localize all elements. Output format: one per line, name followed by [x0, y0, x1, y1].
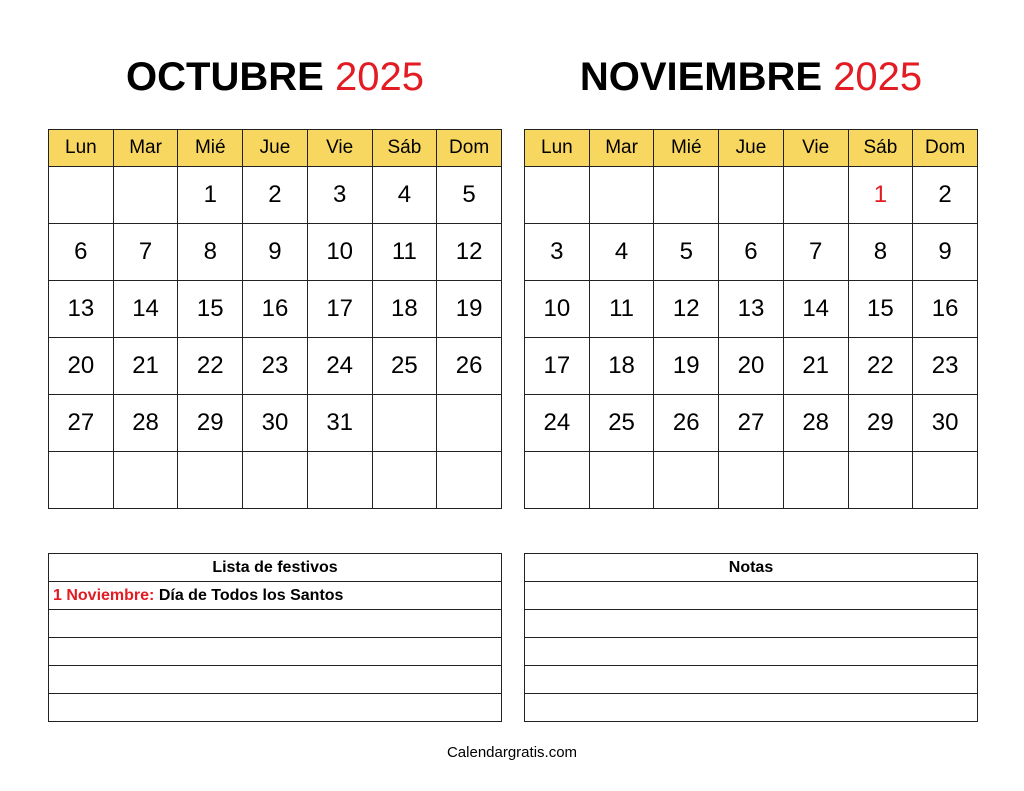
holiday-list-title: Lista de festivos — [49, 554, 502, 582]
day-cell — [913, 452, 978, 509]
day-cell — [49, 167, 114, 224]
month-name: NOVIEMBRE — [579, 55, 823, 99]
weekday-header-cell: Jue — [243, 130, 308, 167]
weekday-header-cell: Dom — [437, 130, 502, 167]
day-cell: 24 — [307, 338, 372, 395]
day-cell: 4 — [372, 167, 437, 224]
day-cell: 2 — [913, 167, 978, 224]
notes-table — [524, 553, 978, 722]
month-year: 2025 — [334, 55, 424, 99]
week-row — [49, 167, 502, 224]
day-cell: 13 — [49, 281, 114, 338]
holiday-row — [49, 582, 502, 610]
day-cell: 1 — [178, 167, 243, 224]
weekday-header-row — [525, 130, 978, 167]
day-cell: 17 — [307, 281, 372, 338]
day-cell: 14 — [113, 281, 178, 338]
notes-line-cell — [525, 666, 978, 694]
month-title-octubre — [48, 52, 502, 102]
holiday-cell — [49, 610, 502, 638]
day-cell: 26 — [437, 338, 502, 395]
day-cell: 7 — [783, 224, 848, 281]
day-cell: 23 — [243, 338, 308, 395]
calendar-grid-octubre — [48, 129, 502, 509]
holiday-name: Día de Todos los Santos — [158, 586, 344, 604]
week-row — [49, 224, 502, 281]
day-cell: 19 — [654, 338, 719, 395]
day-cell: 20 — [49, 338, 114, 395]
weekday-header-cell: Mié — [178, 130, 243, 167]
day-cell: 1 — [848, 167, 913, 224]
holiday-date: 1 Noviembre: — [53, 586, 155, 604]
day-cell — [113, 452, 178, 509]
weekday-header-cell: Mié — [654, 130, 719, 167]
day-cell: 30 — [243, 395, 308, 452]
day-cell — [848, 452, 913, 509]
weekday-header-cell: Vie — [307, 130, 372, 167]
day-cell — [372, 395, 437, 452]
day-cell: 10 — [525, 281, 590, 338]
week-row — [525, 167, 978, 224]
day-cell: 28 — [113, 395, 178, 452]
weekday-header-row — [49, 130, 502, 167]
day-cell: 21 — [783, 338, 848, 395]
day-cell: 25 — [589, 395, 654, 452]
day-cell: 11 — [372, 224, 437, 281]
day-cell — [589, 167, 654, 224]
week-row — [525, 395, 978, 452]
holiday-cell — [49, 638, 502, 666]
month-name: OCTUBRE — [126, 55, 324, 99]
week-row — [49, 338, 502, 395]
weekday-header-cell: Sáb — [848, 130, 913, 167]
notes-line-cell — [525, 610, 978, 638]
day-cell — [178, 452, 243, 509]
notes-line-cell — [525, 582, 978, 610]
month-year: 2025 — [833, 55, 923, 99]
day-cell: 23 — [913, 338, 978, 395]
day-cell: 19 — [437, 281, 502, 338]
day-cell — [243, 452, 308, 509]
weekday-header-cell: Sáb — [372, 130, 437, 167]
week-row — [525, 224, 978, 281]
day-cell: 10 — [307, 224, 372, 281]
day-cell: 7 — [113, 224, 178, 281]
day-cell: 2 — [243, 167, 308, 224]
day-cell: 11 — [589, 281, 654, 338]
week-row — [525, 281, 978, 338]
day-cell: 6 — [49, 224, 114, 281]
notes-line — [525, 694, 978, 722]
day-cell: 8 — [848, 224, 913, 281]
day-cell — [719, 452, 784, 509]
notes-line-cell — [525, 694, 978, 722]
day-cell — [654, 452, 719, 509]
day-cell — [113, 167, 178, 224]
notes-line — [525, 582, 978, 610]
holiday-cell — [49, 694, 502, 722]
weekday-header-cell: Lun — [49, 130, 114, 167]
day-cell — [654, 167, 719, 224]
day-cell: 3 — [525, 224, 590, 281]
day-cell: 3 — [307, 167, 372, 224]
day-cell: 30 — [913, 395, 978, 452]
day-cell: 16 — [243, 281, 308, 338]
notes-title: Notas — [525, 554, 978, 582]
weekday-header-cell: Vie — [783, 130, 848, 167]
day-cell: 26 — [654, 395, 719, 452]
day-cell: 12 — [654, 281, 719, 338]
day-cell: 5 — [437, 167, 502, 224]
day-cell — [437, 395, 502, 452]
weekday-header-cell: Mar — [113, 130, 178, 167]
day-cell: 20 — [719, 338, 784, 395]
day-cell: 12 — [437, 224, 502, 281]
notes-line-cell — [525, 638, 978, 666]
day-cell: 4 — [589, 224, 654, 281]
holiday-cell — [49, 582, 502, 610]
day-cell: 5 — [654, 224, 719, 281]
day-cell: 9 — [243, 224, 308, 281]
day-cell: 28 — [783, 395, 848, 452]
holiday-cell — [49, 666, 502, 694]
day-cell: 15 — [848, 281, 913, 338]
day-cell — [719, 167, 784, 224]
day-cell: 29 — [848, 395, 913, 452]
day-cell: 8 — [178, 224, 243, 281]
day-cell — [307, 452, 372, 509]
day-cell: 18 — [372, 281, 437, 338]
notes-line — [525, 666, 978, 694]
day-cell: 25 — [372, 338, 437, 395]
calendar-grid-noviembre — [524, 129, 978, 509]
day-cell — [437, 452, 502, 509]
holiday-row — [49, 666, 502, 694]
day-cell: 16 — [913, 281, 978, 338]
day-cell: 27 — [719, 395, 784, 452]
day-cell: 17 — [525, 338, 590, 395]
day-cell: 9 — [913, 224, 978, 281]
day-cell: 18 — [589, 338, 654, 395]
day-cell — [783, 452, 848, 509]
day-cell: 24 — [525, 395, 590, 452]
day-cell — [372, 452, 437, 509]
holiday-row — [49, 638, 502, 666]
month-title-noviembre — [524, 52, 978, 102]
day-cell — [525, 452, 590, 509]
holiday-row — [49, 694, 502, 722]
day-cell: 22 — [848, 338, 913, 395]
day-cell — [589, 452, 654, 509]
day-cell — [783, 167, 848, 224]
week-row — [525, 452, 978, 509]
day-cell: 22 — [178, 338, 243, 395]
week-row — [49, 452, 502, 509]
holiday-list-table — [48, 553, 502, 722]
day-cell: 29 — [178, 395, 243, 452]
day-cell: 21 — [113, 338, 178, 395]
notes-line — [525, 610, 978, 638]
day-cell: 13 — [719, 281, 784, 338]
day-cell — [49, 452, 114, 509]
holiday-row — [49, 610, 502, 638]
weekday-header-cell: Jue — [719, 130, 784, 167]
day-cell: 6 — [719, 224, 784, 281]
day-cell — [525, 167, 590, 224]
footer-site-label: Calendargratis.com — [446, 744, 578, 761]
day-cell: 15 — [178, 281, 243, 338]
day-cell: 31 — [307, 395, 372, 452]
weekday-header-cell: Mar — [589, 130, 654, 167]
notes-line — [525, 638, 978, 666]
weekday-header-cell: Lun — [525, 130, 590, 167]
day-cell: 27 — [49, 395, 114, 452]
week-row — [525, 338, 978, 395]
week-row — [49, 395, 502, 452]
weekday-header-cell: Dom — [913, 130, 978, 167]
day-cell: 14 — [783, 281, 848, 338]
week-row — [49, 281, 502, 338]
